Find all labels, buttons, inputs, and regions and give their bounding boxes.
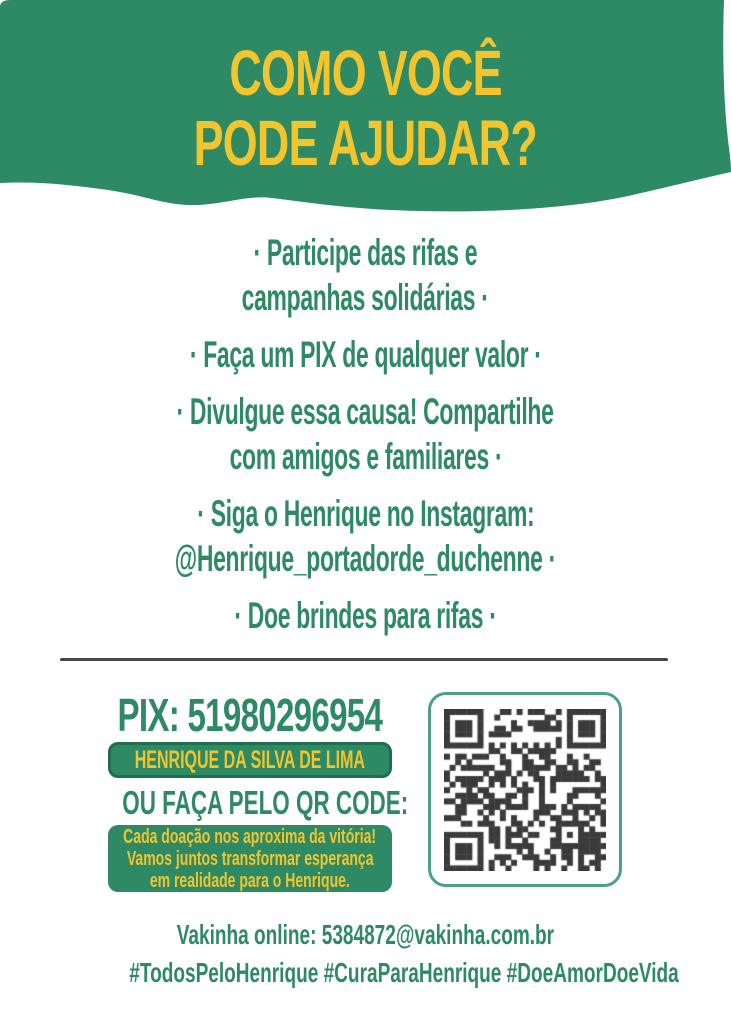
pix-number-heading — [55, 690, 445, 740]
pix-number-text: PIX: 51980296954 — [117, 689, 383, 741]
title-line-1 — [0, 38, 731, 108]
help-item-instagram — [0, 491, 731, 581]
help-item-rifas — [0, 230, 731, 320]
message-line: Vamos juntos transformar esperança — [126, 847, 374, 870]
vakinha-contact-text: Vakinha online: 5384872@vakinha.com.br — [176, 919, 555, 950]
help-item-line: · Divulgue essa causa! Compartilhe — [176, 391, 555, 432]
qr-code-panel — [428, 692, 622, 887]
beneficiary-name-text: HENRIQUE DA SILVA DE LIMA — [134, 745, 366, 774]
help-item-line: · Siga o Henrique no Instagram: — [196, 493, 535, 534]
title-line-2-text: PODE AJUDAR? — [193, 107, 538, 179]
help-item-pix — [0, 332, 731, 377]
message-line: Cada doação nos aproxima da vitória! — [123, 825, 377, 848]
qr-instruction-text: OU FAÇA PELO QR CODE: — [122, 784, 409, 821]
donation-message-box — [108, 825, 392, 892]
message-line: em realidade para o Henrique. — [150, 869, 350, 892]
donation-section — [55, 690, 445, 892]
instagram-handle: @Henrique_portadorde_duchenne · — [174, 538, 557, 579]
help-item-line: · Faça um PIX de qualquer valor · — [189, 334, 542, 375]
qr-code — [444, 709, 606, 871]
hashtags-text: #TodosPeloHenrique #CuraParaHenrique #DoeAmorDoeVida — [129, 957, 679, 988]
help-list — [0, 230, 731, 650]
qr-instruction-heading — [55, 784, 445, 822]
section-divider — [60, 658, 668, 661]
beneficiary-name-badge — [108, 742, 392, 778]
help-item-line: com amigos e familiares · — [229, 436, 502, 477]
help-item-line: · Participe das rifas e — [253, 232, 478, 273]
page-title — [0, 38, 731, 178]
help-item-divulgue — [0, 389, 731, 479]
title-line-2 — [0, 108, 731, 178]
help-item-line: · Doe brindes para rifas · — [234, 595, 497, 636]
title-line-1-text: COMO VOCÊ — [229, 37, 502, 109]
help-item-line: campanhas solidárias · — [242, 277, 489, 318]
hashtags-line — [0, 956, 731, 995]
help-item-brindes — [0, 593, 731, 638]
vakinha-contact-line — [0, 918, 731, 957]
